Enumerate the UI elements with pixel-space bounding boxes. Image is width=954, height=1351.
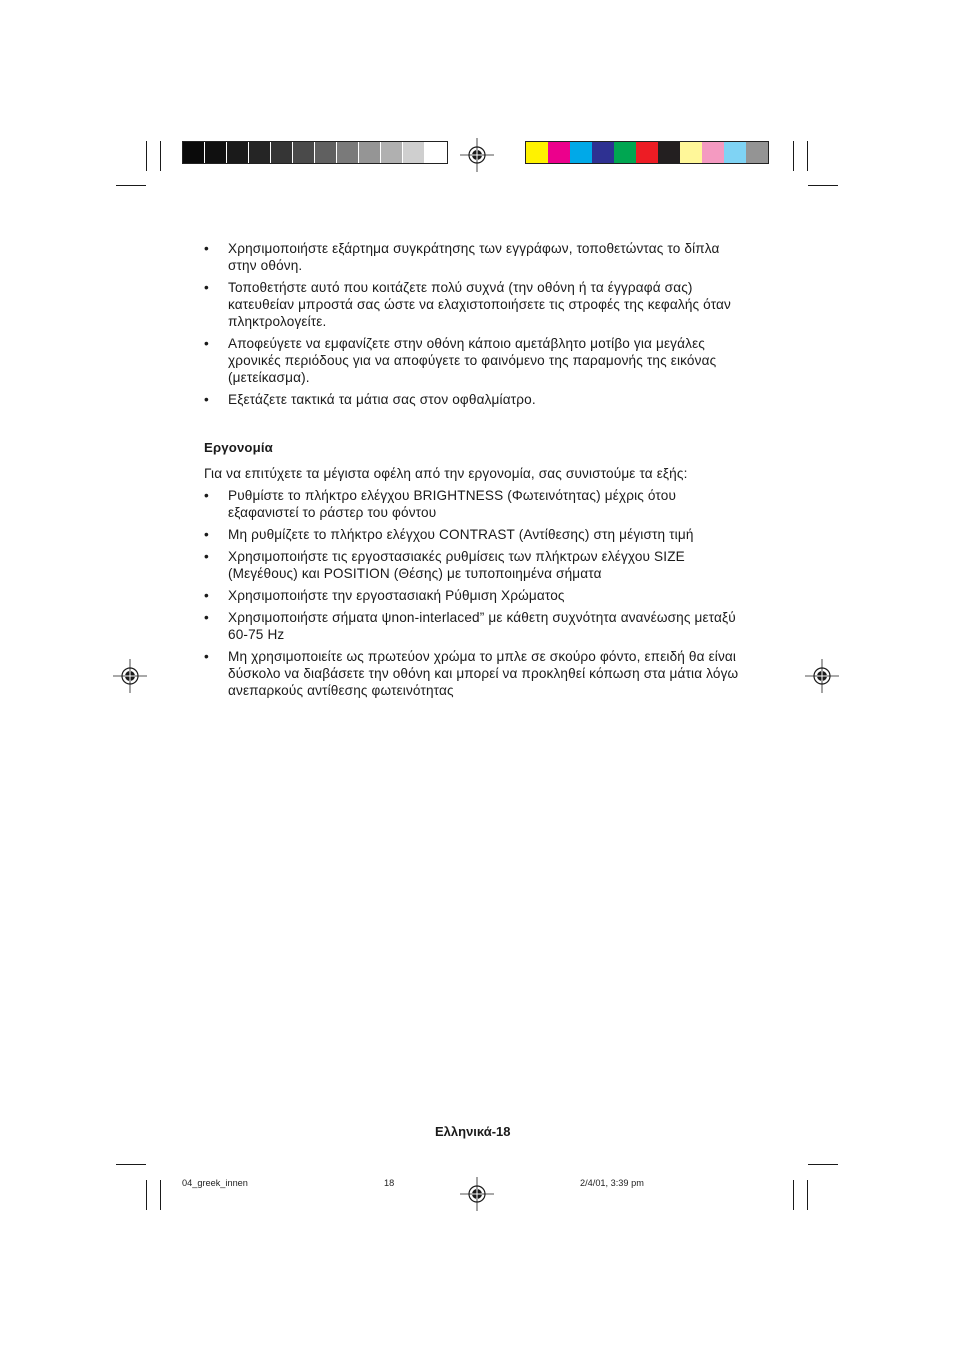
slug-filename: 04_greek_innen	[182, 1178, 248, 1188]
section-intro: Για να επιτύχετε τα μέγιστα οφέλη από την εργονομία, σας συνιστούμε τα εξής:	[204, 466, 688, 481]
gray-swatch	[359, 142, 381, 163]
section-heading: Εργονομία	[204, 440, 273, 455]
crop-mark-top-right-v2	[807, 141, 808, 171]
color-swatch	[592, 142, 614, 163]
color-swatch	[658, 142, 680, 163]
list-item: • Τοποθετήστε αυτό που κοιτάζετε πολύ συχνά (την οθόνη ή τα έγγραφά σας) κατευθείαν μπροστά σας ώστε να ελαχιστοποιήσετε τις στροφές της κεφαλής όταν πληκτρολογείτε.	[204, 279, 749, 330]
list-item: • Μη χρησιμοποιείτε ως πρωτεύον χρώμα το μπλε σε σκούρο φόντο, επειδή θα είναι δύσκολο να διαβάσετε την οθόνη και μπορεί να προκληθεί κόπωση στα μάτια λόγω ανεπαρκούς αντίθεσης φωτεινότητας	[204, 648, 749, 699]
crop-mark-bottom-right-v2	[807, 1180, 808, 1210]
gray-swatch	[403, 142, 425, 163]
gray-swatch	[249, 142, 271, 163]
crop-mark-bottom-right-v	[793, 1180, 794, 1210]
registration-mark-bottom-icon	[460, 1177, 494, 1211]
slug-timestamp: 2/4/01, 3:39 pm	[580, 1178, 644, 1188]
color-swatch	[570, 142, 592, 163]
gray-swatch	[381, 142, 403, 163]
crop-mark-top-left-v2	[160, 141, 161, 171]
list-item: • Εξετάζετε τακτικά τα μάτια σας στον οφθαλμίατρο.	[204, 391, 749, 408]
crop-mark-bottom-left-v2	[160, 1180, 161, 1210]
gray-swatch	[271, 142, 293, 163]
color-swatch	[636, 142, 658, 163]
process-color-bar	[525, 141, 769, 164]
list-item: • Χρησιμοποιήστε εξάρτημα συγκράτησης των εγγράφων, τοποθετώντας το δίπλα στην οθόνη.	[204, 240, 749, 274]
color-swatch	[724, 142, 746, 163]
ergonomics-list	[204, 487, 749, 699]
color-swatch	[746, 142, 768, 163]
tips-list	[204, 240, 749, 408]
registration-mark-top-icon	[460, 138, 494, 172]
color-swatch	[614, 142, 636, 163]
gray-swatch	[425, 142, 447, 163]
list-item: • Χρησιμοποιήστε την εργοστασιακή Ρύθμιση Χρώματος	[204, 587, 749, 604]
gray-swatch	[337, 142, 359, 163]
page-body	[204, 240, 749, 704]
gray-swatch	[205, 142, 227, 163]
crop-mark-top-left-h	[116, 185, 146, 186]
color-swatch	[702, 142, 724, 163]
crop-mark-bottom-left-v	[146, 1180, 147, 1210]
color-swatch	[680, 142, 702, 163]
registration-mark-right-icon	[805, 659, 839, 693]
list-item: • Μη ρυθμίζετε το πλήκτρο ελέγχου CONTRAST (Αντίθεσης) στη μέγιστη τιμή	[204, 526, 749, 543]
grayscale-color-bar	[182, 141, 448, 164]
gray-swatch	[227, 142, 249, 163]
gray-swatch	[183, 142, 205, 163]
crop-mark-bottom-left-h	[116, 1164, 146, 1165]
registration-mark-left-icon	[113, 659, 147, 693]
gray-swatch	[315, 142, 337, 163]
crop-mark-top-left-v	[146, 141, 147, 171]
color-swatch	[526, 142, 548, 163]
page-number-label: Ελληνικά-18	[435, 1124, 511, 1139]
crop-mark-top-right-h	[808, 185, 838, 186]
crop-mark-top-right-v	[793, 141, 794, 171]
gray-swatch	[293, 142, 315, 163]
list-item: • Αποφεύγετε να εμφανίζετε στην οθόνη κάποιο αμετάβλητο μοτίβο για μεγάλες χρονικές περιόδους για να αποφύγετε το φαινόμενο της παραμονής της εικόνας (μετείκασμα).	[204, 335, 749, 386]
color-swatch	[548, 142, 570, 163]
list-item: • Χρησιμοποιήστε τις εργοστασιακές ρυθμίσεις των πλήκτρων ελέγχου SIZE (Μεγέθους) και POSITION (Θέσης) με τυποποιημένα σήματα	[204, 548, 749, 582]
slug-page: 18	[384, 1178, 395, 1188]
list-item: • Χρησιμοποιήστε σήματα ψnon-interlaced” με κάθετη συχνότητα ανανέωσης μεταξύ 60-75 Hz	[204, 609, 749, 643]
crop-mark-bottom-right-h	[808, 1164, 838, 1165]
list-item: • Ρυθμίστε το πλήκτρο ελέγχου BRIGHTNESS (Φωτεινότητας) μέχρις ότου εξαφανιστεί το ράστερ του φόντου	[204, 487, 749, 521]
